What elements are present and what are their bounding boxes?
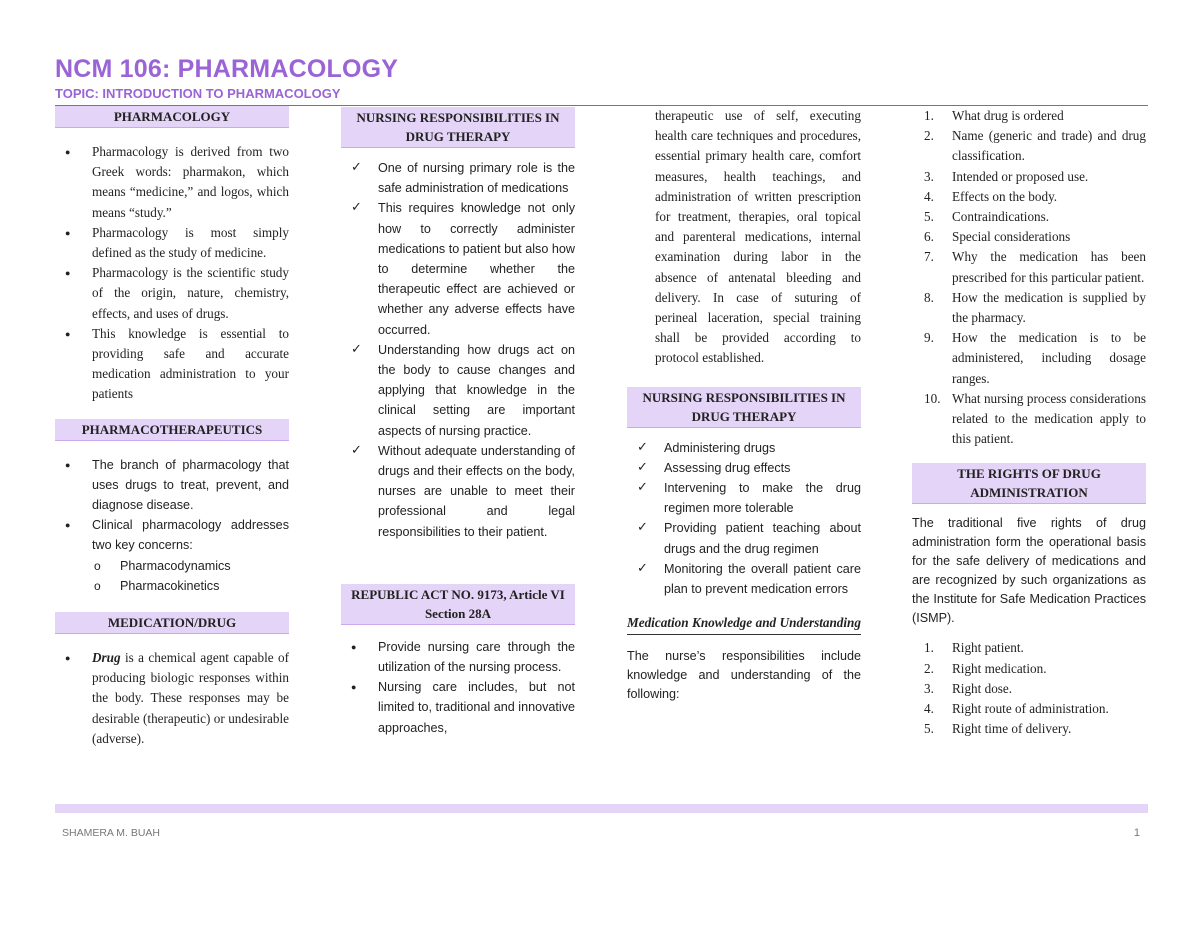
list-item: 9. How the medication is to be administered, including dosage ranges. bbox=[924, 330, 1146, 386]
section-heading-republic-act: REPUBLIC ACT NO. 9173, Article VI Section 28A bbox=[341, 584, 575, 625]
list-item: 6. Special considerations bbox=[924, 229, 1071, 245]
list-item: 4. Effects on the body. bbox=[924, 188, 1058, 204]
republic-act-continuation: therapeutic use of self, executing health care techniques and procedures, essential primary health care, comfort measures, health teachings, and administration of written prescription for treatment, therapies, oral topical and parenteral medications, internal examination during labor in the absence of antenatal bleeding and delivery. In case of suturing of perineal laceration, special training shall be provided according to protocol established. bbox=[655, 108, 861, 366]
list-item: ✓ Administering drugs bbox=[627, 438, 861, 458]
footer-author: SHAMERA M. BUAH bbox=[62, 827, 161, 839]
list-item: 5. Contraindications. bbox=[924, 209, 1050, 225]
list-item: ● Pharmacology is most simply defined as the study of medicine. bbox=[55, 223, 289, 263]
column-1 bbox=[55, 106, 289, 749]
list-item: ✓ Monitoring the overall patient care plan to prevent medication errors bbox=[627, 559, 861, 599]
list-item: 8. How the medication is supplied by the pharmacy. bbox=[924, 289, 1146, 326]
list-item: 5. Right time of delivery. bbox=[924, 721, 1072, 737]
list-item: ● Pharmacology is the scientific study of the origin, nature, chemistry, effects, and uses of drugs. bbox=[55, 263, 289, 324]
nursing-responsibilities-2-list bbox=[627, 438, 861, 600]
page-number: 1 bbox=[1133, 827, 1140, 839]
list-item: 3. Right dose. bbox=[924, 680, 1013, 696]
pharmacotherapeutics-list bbox=[55, 455, 289, 556]
list-item: ✓ One of nursing primary role is the safe administration of medications bbox=[341, 158, 575, 198]
nursing-responsibilities-list bbox=[341, 158, 575, 542]
pharmacotherapeutics-sublist bbox=[55, 556, 289, 596]
list-item: 2. Right medication. bbox=[924, 660, 1047, 676]
list-item: ✓ Without adequate understanding of drugs and their effects on the body, nurses are unable to meet their professional and legal responsibilities to their patient. bbox=[341, 441, 575, 542]
drug-term: Drug bbox=[92, 650, 121, 666]
list-item: ● This knowledge is essential to providing safe and accurate medication administration to your patients bbox=[55, 324, 289, 405]
section-heading-medication-knowledge: Medication Knowledge and Understanding bbox=[627, 613, 861, 635]
list-item: ● Clinical pharmacology addresses two key concerns: bbox=[55, 515, 289, 555]
list-item: ● Nursing care includes, but not limited to, traditional and innovative approaches, bbox=[341, 677, 575, 738]
footer-bar bbox=[55, 804, 1148, 813]
list-item bbox=[55, 648, 289, 749]
list-item: ✓ Understanding how drugs act on the body to cause changes and applying that knowledge in the clinical setting are important aspects of nursing practice. bbox=[341, 340, 575, 441]
medication-knowledge-text: The nurse’s responsibilities include knowledge and understanding of the following: bbox=[627, 649, 861, 702]
list-item: 4. Right route of administration. bbox=[924, 701, 1109, 717]
sub-list-item: o Pharmacodynamics bbox=[55, 556, 289, 576]
rights-list bbox=[912, 638, 1146, 739]
column-3 bbox=[627, 106, 861, 704]
section-heading-pharmacology: PHARMACOLOGY bbox=[55, 106, 289, 128]
list-item: ✓ Providing patient teaching about drugs and the drug regimen bbox=[627, 518, 861, 558]
drug-definition: is a chemical agent capable of producing biologic responses within the body. These responses may be desirable (therapeutic) or undesirable (adverse). bbox=[92, 650, 289, 746]
list-item: 1. What drug is ordered bbox=[924, 108, 1064, 123]
list-item: ✓ This requires knowledge not only how to correctly administer medications to patient but also how to determine whether the therapeutic effect are achieved or whether any adverse effects have occurred. bbox=[341, 198, 575, 339]
list-item: ● Provide nursing care through the utilization of the nursing process. bbox=[341, 637, 575, 677]
section-heading-nursing-responsibilities: NURSING RESPONSIBILITIES IN DRUG THERAPY bbox=[341, 107, 575, 148]
document-title: NCM 106: PHARMACOLOGY bbox=[55, 55, 399, 83]
medication-list bbox=[55, 648, 289, 749]
list-item: ✓ Intervening to make the drug regimen more tolerable bbox=[627, 478, 861, 518]
knowledge-numbered-list bbox=[912, 106, 1146, 449]
list-item: ● Pharmacology is derived from two Greek words: pharmakon, which means “medicine,” and logos, which means “study.” bbox=[55, 142, 289, 223]
list-item: 7. Why the medication has been prescribed for this particular patient. bbox=[924, 249, 1146, 285]
list-item: 1. Right patient. bbox=[924, 640, 1024, 656]
section-heading-nursing-responsibilities-2: NURSING RESPONSIBILITIES IN DRUG THERAPY bbox=[627, 387, 861, 428]
list-item: 2. Name (generic and trade) and drug classification. bbox=[924, 128, 1146, 164]
section-heading-pharmacotherapeutics: PHARMACOTHERAPEUTICS bbox=[55, 419, 289, 441]
pharmacology-list bbox=[55, 142, 289, 405]
list-item: ✓ Assessing drug effects bbox=[627, 458, 861, 478]
list-item: ● The branch of pharmacology that uses drugs to treat, prevent, and diagnose disease. bbox=[55, 455, 289, 516]
sub-list-item: o Pharmacokinetics bbox=[55, 576, 289, 596]
section-heading-rights: THE RIGHTS OF DRUG ADMINISTRATION bbox=[912, 463, 1146, 504]
list-item: 3. Intended or proposed use. bbox=[924, 168, 1089, 184]
column-2 bbox=[341, 106, 575, 738]
document-topic: TOPIC: INTRODUCTION TO PHARMACOLOGY bbox=[55, 86, 341, 101]
column-4 bbox=[912, 106, 1146, 739]
rights-intro: The traditional five rights of drug administration form the operational basis for the safe delivery of medications and are recognized by such organizations as the Institute for Safe Medication Practices (ISMP). bbox=[912, 516, 1146, 626]
section-heading-medication-drug: MEDICATION/DRUG bbox=[55, 612, 289, 634]
republic-act-list bbox=[341, 637, 575, 738]
list-item: 10. What nursing process considerations related to the medication apply to this patient. bbox=[924, 390, 1146, 447]
